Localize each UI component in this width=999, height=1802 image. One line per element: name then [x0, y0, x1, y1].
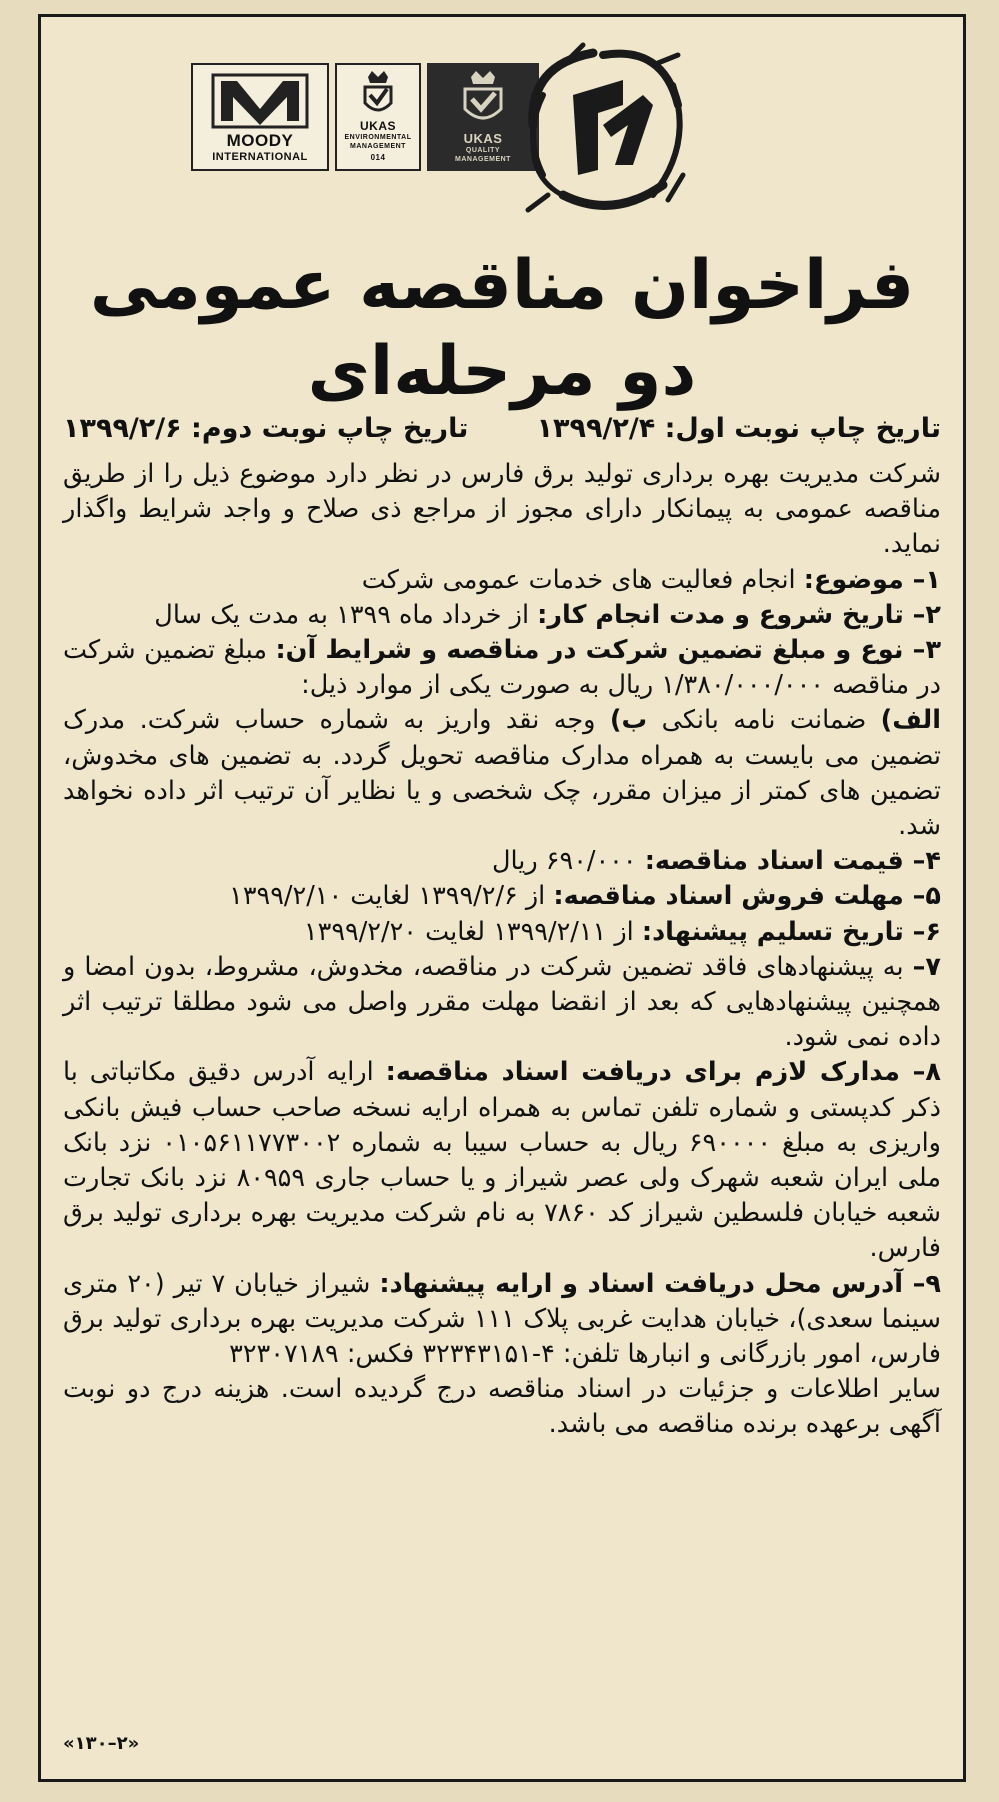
notice-body — [63, 457, 941, 1443]
first-print-date: تاریخ چاپ نوبت اول: ۱۳۹۹/۲/۴ — [536, 413, 941, 444]
print-dates — [63, 413, 941, 453]
second-print-date: تاریخ چاپ نوبت دوم: ۱۳۹۹/۲/۶ — [63, 413, 469, 444]
title-line-2: دو مرحله‌ای — [307, 332, 697, 411]
moody-international-logo: MOODY INTERNATIONAL — [191, 63, 329, 171]
item-9: ۹– آدرس محل دریافت اسناد و ارایه پیشنهاد: شیراز خیابان ۷ تیر (۲۰ متری سینما سعدی)، خیابان هدایت غربی پلاک ۱۱۱ شرکت مدیریت بهره برداری تولید برق فارس، امور بازرگانی و انبارها تلفن: ۴-۳۲۳۴۳۱۵۱ فکس: ۳۲۳۰۷۱۸۹ — [63, 1268, 941, 1370]
intro-paragraph: شرکت مدیریت بهره برداری تولید برق فارس در نظر دارد موضوع ذیل را از طریق مناقصه عمومی به پیمانکار دارای مجوز از مراجع ذی صلاح و واجد شرایط واگذار نماید. — [63, 459, 941, 560]
item-3: ۳– نوع و مبلغ تضمین شرکت در مناقصه و شرایط آن: مبلغ تضمین شرکت در مناقصه ۱/۳۸۰/۰۰۰/۰۰۰ ریال به صورت یکی از موارد ذیل: — [63, 635, 942, 701]
item-5: ۵– مهلت فروش اسناد مناقصه: از ۱۳۹۹/۲/۶ لغایت ۱۳۹۹/۲/۱۰ — [229, 881, 941, 912]
advertisement-frame — [38, 14, 966, 1782]
item-8: ۸– مدارک لازم برای دریافت اسناد مناقصه: ارایه آدرس دقیق مکاتباتی با ذکر کدپستی و شماره تلفن تماس به همراه ارایه نسخه صاحب حساب فیش بانکی واریزی به مبلغ ۶۹۰۰۰۰ ریال به حساب سیبا به شماره ۰۱۰۵۶۱۱۷۷۳۰۰۲ نزد بانک ملی ایران شعبه شهرک ولی عصر شیراز و یا حساب جاری ۸۰۹۵۹ نزد بانک تجارت شعبه خیابان فلسطین شیراز کد ۷۸۶۰ به نام شرکت مدیریت بهره برداری تولید برق فارس. — [63, 1057, 941, 1264]
notice-title — [63, 243, 941, 415]
closing-paragraph: سایر اطلاعات و جزئیات در اسناد مناقصه درج گردیده است. هزینه درج دو نوبت آگهی برعهده برنده مناقصه می باشد. — [63, 1374, 941, 1440]
ukas-environmental-logo: UKAS ENVIRONMENTAL MANAGEMENT 014 — [335, 63, 421, 171]
item-3-options: الف) ضمانت نامه بانکی ب) وجه نقد واریز به شماره حساب شرکت. مدرک تضمین می بایست به همراه مدارک مناقصه تحویل گردد. به تضمین های مخدوش، تضمین های کمتر از میزان مقرر، چک شخصی و یا نظایر آن ترتیب اثر داده نخواهد شد. — [63, 705, 941, 842]
crown-check-icon — [337, 69, 419, 119]
title-line-1: فراخوان مناقصه عمومی — [89, 246, 915, 325]
item-1: ۱– موضوع: انجام فعالیت های خدمات عمومی شرکت — [361, 564, 941, 595]
item-2: ۲– تاریخ شروع و مدت انجام کار: از خرداد ماه ۱۳۹۹ به مدت یک سال — [154, 599, 941, 630]
ukas-quality-logo: UKAS QUALITY MANAGEMENT — [427, 63, 539, 171]
ad-code: «۲–۱۳۰» — [63, 1733, 140, 1754]
item-7: ۷– به پیشنهادهای فاقد تضمین شرکت در مناقصه، مخدوش، مشروط، بدون امضا و همچنین پیشنهادهایی که بعد از انقضا مهلت مقرر واصل می شود مطلقا ترتیب اثر داده نمی شود. — [63, 951, 941, 1053]
company-emblem-icon — [503, 25, 703, 225]
item-6: ۶– تاریخ تسلیم پیشنهاد: از ۱۳۹۹/۲/۱۱ لغایت ۱۳۹۹/۲/۲۰ — [303, 916, 941, 947]
certification-logos — [191, 63, 545, 171]
item-4: ۴– قیمت اسناد مناقصه: ۶۹۰/۰۰۰ ریال — [491, 846, 941, 877]
